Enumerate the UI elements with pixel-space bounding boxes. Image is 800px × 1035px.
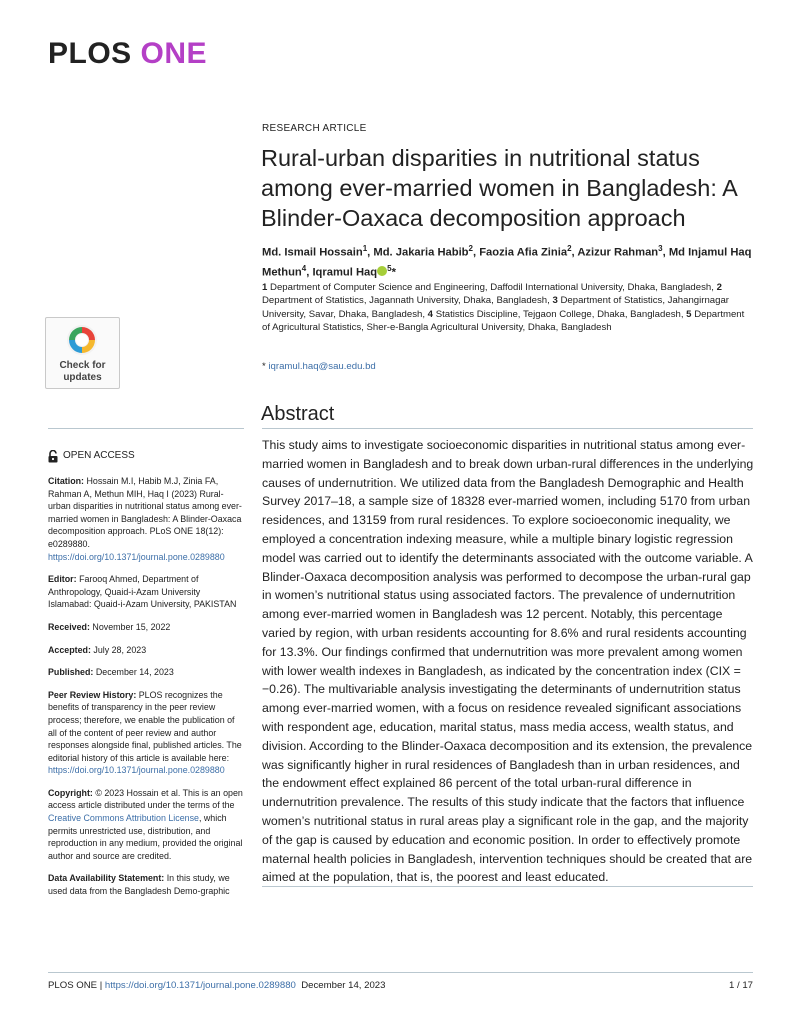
corresponding-star: *: [391, 266, 396, 279]
footer-doi-link[interactable]: https://doi.org/10.1371/journal.pone.0289880: [104, 980, 296, 991]
check-updates-line1: Check for: [59, 360, 106, 371]
open-access-label: OPEN ACCESS: [63, 450, 135, 462]
received-date: Received: November 15, 2022: [48, 621, 171, 632]
author-name: Iqramul Haq: [312, 266, 378, 279]
author-name: Md. Jakaria Habib: [373, 246, 469, 259]
license-link[interactable]: Creative Commons Attribution License: [48, 813, 199, 824]
correspondence: * iqramul.haq@sau.edu.bd: [262, 361, 376, 372]
published-date: Published: December 14, 2023: [48, 667, 174, 678]
footer-date: December 14, 2023: [301, 980, 386, 991]
footer-journal: PLOS ONE: [48, 980, 98, 991]
peer-review-link[interactable]: https://doi.org/10.1371/journal.pone.0289880: [48, 765, 225, 776]
abstract-text: This study aims to investigate socioeconomic disparities in nutritional status among ever-married women in Bangladesh and to break down urban-rural differences in the underlying causes of undernutrition. We utilized data from the Bangladesh Demographic and Health Survey 2017–18, a sample size of 18328 ever-married women, including 5170 from urban residences, and 13159 from rural residences. To explore socioeconomic inequality, we employed a concentration indexing measure, while a multiple binary logistic regression model was carried out to identify the determinants associated with the outcome variable. A Blinder-Oaxaca decomposition analysis was performed to decompose the urban-rural gap in women’s nutritional status using associated factors. The prevalence of undernutrition among ever-married women in Bangladesh was 12 percent. Notably, this percentage varied by region, with urban residents accounting for 8.6% and rural residents accounting for 13.3%. Our findings confirmed that undernutrition was more prevalent among women with lower wealth indexes in Bangladesh, as indicated by the concentration index (CIX = −0.26). The multivariable analysis investigating the determinants of undernutrition status among ever-married women, with a focus on residence revealed significant associations with respondent age, education, marital status, mass media access, wealth status, and division. According to the Blinder-Oaxaca decomposition and its extension, the prevalence was significantly higher in rural residences of Bangladesh than in urban residences, and the endowment effect explained 86 percent of the total urban-rural difference in undernutrition prevalence. The results of this study indicate that the factors that influence women’s nutritional status in rural areas play a significant role in the gap, and the majority of the gap is caused by education and economic position. In order to effectively promote maternal health policies in Bangladesh, intervention techniques should be created that are aimed at the population, that is, the poorest and least educated.: [262, 438, 754, 885]
page-footer: PLOS ONE | https://doi.org/10.1371/journal.pone.0289880 December 14, 2023 1 / 17: [48, 980, 753, 991]
open-access-badge: [48, 450, 244, 463]
logo-one: ONE: [140, 37, 208, 70]
check-updates-line2: updates: [63, 372, 102, 383]
article-type: RESEARCH ARTICLE: [262, 123, 367, 134]
affiliation: Department of Statistics, Jahangirnagar University, Savar, Dhaka, Bangladesh,: [262, 295, 729, 320]
citation-doi-link[interactable]: https://doi.org/10.1371/journal.pone.0289880: [48, 551, 225, 562]
abstract-divider: [262, 428, 753, 429]
affiliation: Department of Statistics, Jagannath University, Dhaka, Bangladesh,: [262, 295, 550, 307]
editor-block: Editor: Farooq Ahmed, Department of Anthropology, Quaid-i-Azam University Islamabad: Quaid-i-Azam University, PAKISTAN: [48, 574, 237, 610]
affiliation: Department of Computer Science and Engineering, Daffodil International University, Dhaka, Bangladesh,: [270, 282, 714, 293]
logo-plos: PLOS: [48, 37, 132, 70]
author-name: Md. Ismail Hossain: [262, 246, 363, 259]
check-updates-icon: [66, 324, 98, 356]
article-info-sidebar: [48, 450, 244, 908]
affiliation: Statistics Discipline, Tejgaon College, Dhaka, Bangladesh,: [435, 308, 684, 320]
open-lock-icon: [48, 450, 58, 463]
affiliation: Department of Agricultural Statistics, Sher-e-Bangla Agricultural University, Dhaka, Bangladesh: [262, 308, 745, 334]
check-for-updates-button[interactable]: [45, 317, 120, 389]
data-availability-block: Data Availability Statement: In this study, we used data from the Bangladesh Demo-graphic: [48, 873, 230, 897]
peer-review-block: Peer Review History: PLOS recognizes the benefits of transparency in the peer review process; therefore, we enable the publication of all of the content of peer review and author responses alongside final, published articles. The editorial history of this article is available here: https://doi.org/10.1371/journal.pone.0289880: [48, 689, 242, 776]
author-name: Faozia Afia Zinia: [479, 246, 568, 259]
corresponding-email-link[interactable]: iqramul.haq@sau.edu.bd: [268, 361, 376, 372]
author-name: Azizur Rahman: [577, 246, 659, 259]
author-list: Md. Ismail Hossain$^1$, Md. Jakaria Habib$^2$, Faozia Afia Zinia$^2$, Azizur Rahman$^3$, Md Injamul Haq Methun$^4$, Iqramul Haq $^5$*: [262, 244, 752, 279]
abstract-heading: Abstract: [261, 403, 335, 425]
footer-divider: [48, 972, 753, 973]
accepted-date: Accepted: July 28, 2023: [48, 644, 147, 655]
page-number: 1 / 17: [728, 980, 753, 991]
copyright-block: Copyright: © 2023 Hossain et al. This is an open access article distributed under the terms of the Creative Commons Attribution License, which permits unrestricted use, distribution, and reproduction in any medium, provided the original author and source are credited.: [48, 787, 243, 861]
sidebar-divider: [48, 428, 244, 429]
journal-logo: [48, 37, 207, 71]
affiliations: 1 Department of Computer Science and Engineering, Daffodil International University, Dhaka, Bangladesh, 2 Department of Statistics, Jagannath University, Dhaka, Bangladesh, 3 Department of Statistics, Jahangirnagar University, Savar, Dhaka, Bangladesh, 4 Statistics Discipline, Tejgaon College, Dhaka, Bangladesh, 5 Department of Agricultural Statistics, Sher-e-Bangla Agricultural University, Dhaka, Bangladesh: [262, 282, 745, 334]
abstract-end-divider: [262, 886, 753, 887]
citation-block: Citation: Hossain M.I, Habib M.J, Zinia FA, Rahman A, Methun MIH, Haq I (2023) Rural-urban disparities in nutritional status among ever-married women in Bangladesh: A Blinder-Oaxaca decomposition approach. PLoS ONE 18(12): e0289880. https://doi.org/10.1371/journal.pone.0289880: [48, 476, 242, 562]
article-title: Rural-urban disparities in nutritional status among ever-married women in Bangladesh: A Blinder-Oaxaca decomposition approach: [261, 145, 737, 231]
author-name: Md Injamul Haq Methun: [262, 246, 752, 279]
orcid-icon[interactable]: [377, 266, 387, 276]
